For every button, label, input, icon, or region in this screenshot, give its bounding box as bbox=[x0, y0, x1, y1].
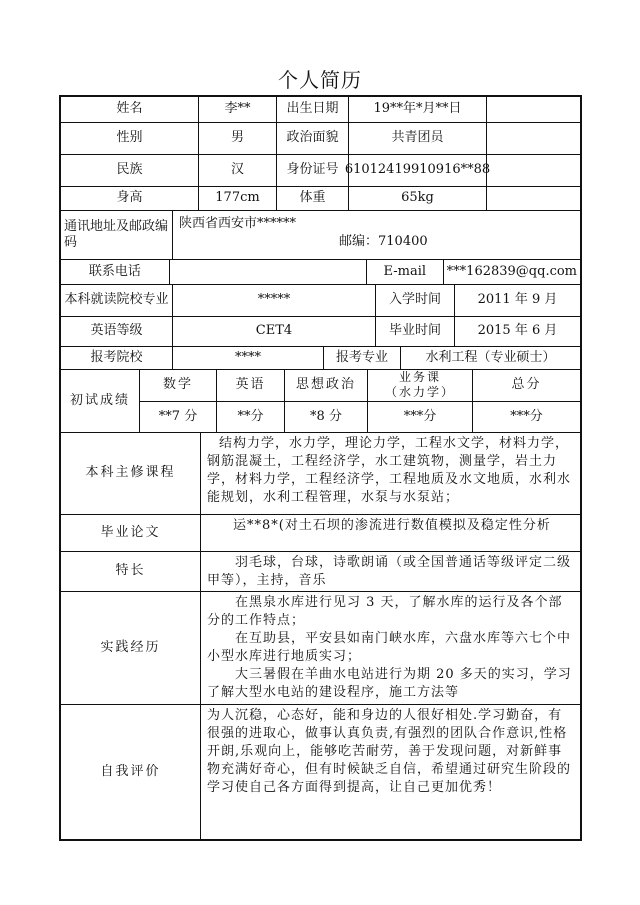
skills-value: 羽毛球，台球，诗歌朗诵（或全国普通话等级评定二级甲等），主持，音乐 bbox=[207, 555, 572, 588]
table-row bbox=[61, 433, 580, 515]
email-label: E-mail bbox=[367, 260, 444, 284]
practice-value bbox=[201, 592, 580, 704]
weight-label: 体重 bbox=[277, 187, 349, 210]
height-value: 177cm bbox=[199, 187, 277, 210]
english-label: 英语等级 bbox=[61, 317, 173, 346]
exam-grid bbox=[140, 370, 580, 432]
photo-cell bbox=[487, 187, 580, 210]
email-value: ***162839@qq.com bbox=[446, 263, 578, 279]
self-label: 自我评价 bbox=[61, 705, 201, 840]
practice-label: 实践经历 bbox=[61, 592, 201, 704]
name-value: 李** bbox=[199, 97, 277, 122]
phone-label: 联系电话 bbox=[61, 260, 170, 284]
grad-label: 毕业时间 bbox=[376, 317, 455, 346]
exam-score: **7 分 bbox=[140, 402, 217, 433]
thesis-value: 运**8*(对土石坝的渗流进行数值模拟及稳定性分析 bbox=[233, 518, 551, 533]
photo-cell bbox=[487, 123, 580, 154]
target-value: **** bbox=[173, 347, 324, 369]
major-value: 水利工程（专业硕士） bbox=[425, 349, 556, 365]
grad-value: 2015 年 6 月 bbox=[477, 323, 558, 339]
weight-value: 65kg bbox=[349, 187, 487, 210]
exam-header: 数学 bbox=[140, 370, 217, 401]
exam-header: 思想政治 bbox=[285, 370, 368, 401]
self-value: 为人沉稳，心态好，能和身边的人很好相处.学习勤奋，有很强的进取心，做事认真负责,有强烈的团队合作意识,性格开朗,乐观向上，能够吃苦耐劳，善于发现问题，对新鲜事物充满好奇心，但有时候缺乏自信，希望通过研究生阶段的学习使自己各方面得到提高，让自己更加优秀！ bbox=[207, 708, 572, 795]
practice-paragraph: 大三暑假在羊曲水电站进行为期 20 多天的实习，学习了解大型水电站的建设程序，施工方法等 bbox=[207, 667, 572, 700]
enroll-label: 入学时间 bbox=[376, 285, 455, 316]
exam-header: 英语 bbox=[217, 370, 285, 401]
exam-header: 业务课 （水力学） bbox=[368, 370, 473, 401]
name-label: 姓名 bbox=[61, 97, 199, 122]
photo-cell bbox=[487, 155, 580, 186]
skills-label: 特长 bbox=[61, 552, 201, 591]
thesis-label: 毕业论文 bbox=[61, 515, 201, 551]
exam-label: 初试成绩 bbox=[61, 370, 140, 432]
table-row bbox=[61, 552, 580, 592]
table-row bbox=[61, 211, 580, 260]
table-row bbox=[61, 515, 580, 552]
phone-value bbox=[170, 260, 367, 284]
id-label: 身份证号 bbox=[277, 155, 349, 186]
exam-score: ***分 bbox=[510, 408, 543, 424]
table-row bbox=[61, 123, 580, 155]
exam-header: 总分 bbox=[511, 377, 542, 393]
courses-value: 结构力学，水力学，理论力学，工程水文学，材料力学，钢筋混凝土，工程经济学，水工建筑物，测量学，岩土力学，材料力学，工程经济学，工程地质及水文地质，水利水能规划，水利工程管理，水泵与水泵站； bbox=[207, 436, 572, 505]
table-row bbox=[61, 97, 580, 123]
table-row bbox=[61, 705, 580, 840]
enroll-value: 2011 年 9 月 bbox=[477, 292, 558, 308]
exam-score: **分 bbox=[217, 402, 285, 433]
height-label: 身高 bbox=[61, 187, 199, 210]
table-row bbox=[61, 155, 580, 187]
courses-label: 本科主修课程 bbox=[61, 433, 201, 514]
practice-paragraph: 在互助县，平安县如南门峡水库，六盘水库等六七个中小型水库进行地质实习； bbox=[207, 631, 572, 664]
resume-table bbox=[59, 95, 582, 841]
table-row bbox=[61, 260, 580, 285]
photo-cell bbox=[487, 97, 580, 122]
exam-score: *8 分 bbox=[285, 402, 368, 433]
exam-score: ***分 bbox=[368, 402, 473, 433]
birth-value: 19**年*月**日 bbox=[349, 97, 487, 122]
english-value: CET4 bbox=[173, 317, 376, 346]
politics-value: 共青团员 bbox=[349, 123, 487, 154]
ethnic-label: 民族 bbox=[61, 155, 199, 186]
address-cell bbox=[173, 211, 580, 259]
page-title: 个人简历 bbox=[278, 68, 362, 92]
school-value: ***** bbox=[173, 285, 376, 316]
practice-paragraph: 在黑泉水库进行见习 3 天，了解水库的运行及各个部分的工作特点； bbox=[207, 595, 563, 628]
zip-value: 邮编：710400 bbox=[339, 234, 428, 249]
gender-label: 性别 bbox=[61, 123, 199, 154]
ethnic-value: 汉 bbox=[199, 155, 277, 186]
exam-header-row bbox=[140, 370, 580, 402]
table-row bbox=[61, 347, 580, 370]
id-value: 61012419910916**88 bbox=[349, 155, 487, 186]
address-value: 陕西省西安市****** bbox=[179, 216, 297, 231]
table-row bbox=[61, 317, 580, 347]
table-row bbox=[61, 592, 580, 705]
exam-score-row bbox=[140, 402, 580, 433]
table-row bbox=[61, 285, 580, 317]
table-row bbox=[61, 370, 580, 433]
gender-value: 男 bbox=[199, 123, 277, 154]
address-label: 通讯地址及邮政编码 bbox=[61, 211, 173, 259]
major-label: 报考专业 bbox=[324, 347, 401, 369]
school-label: 本科就读院校专业 bbox=[61, 285, 173, 316]
table-row bbox=[61, 187, 580, 211]
target-label: 报考院校 bbox=[61, 347, 173, 369]
politics-label: 政治面貌 bbox=[277, 123, 349, 154]
birth-label: 出生日期 bbox=[277, 97, 349, 122]
